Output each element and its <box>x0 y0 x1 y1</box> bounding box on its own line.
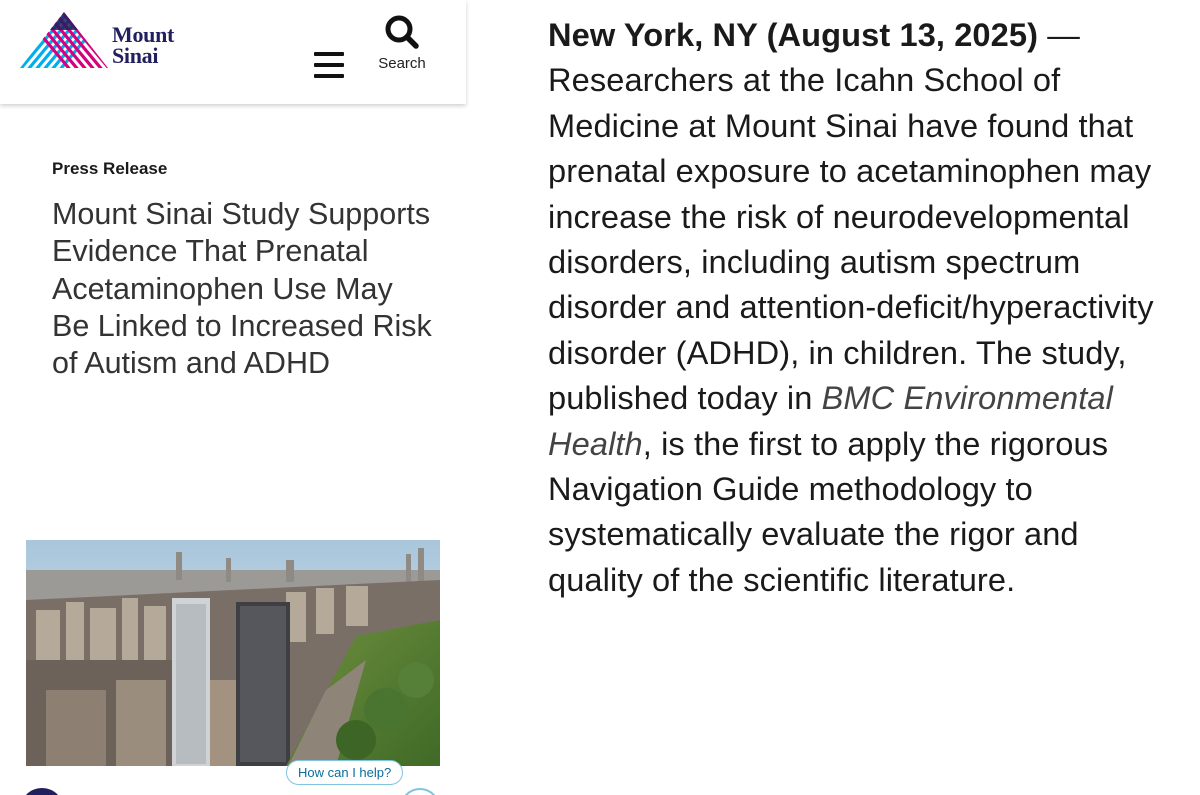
article-headline: Mount Sinai Study Supports Evidence That Prenatal Acetaminophen Use May Be Linked to Increased Risk of Autism and ADHD <box>52 197 432 381</box>
search-button[interactable] <box>372 14 432 76</box>
search-icon <box>384 14 420 50</box>
journal-name: BMC Environmental Health <box>548 379 1113 462</box>
site-header <box>0 0 466 104</box>
mount-sinai-logo[interactable] <box>20 12 200 72</box>
city-skyline-photo <box>26 540 440 766</box>
logo-wordmark <box>112 24 174 66</box>
mobile-page-panel <box>0 0 466 795</box>
chat-help-button[interactable]: How can I help? <box>286 760 403 785</box>
logo-line-sinai: Sinai <box>112 43 159 68</box>
dateline: New York, NY (August 13, 2025) <box>548 16 1039 53</box>
press-release-label: Press Release <box>52 159 168 178</box>
logo-line-mount: Mount <box>112 22 175 47</box>
body-text-part1: Researchers at the Icahn School of Medicine at Mount Sinai have found that prenatal exposure to acetaminophen may increase the risk of neurodevelopmental disorders, including autism spectrum disorder and attention-deficit/hyperactivity disorder (ADHD), in children. The study, published today in <box>548 61 1154 417</box>
dateline-dash: — <box>1038 16 1080 53</box>
menu-button[interactable] <box>312 50 346 80</box>
search-label: Search <box>378 55 426 72</box>
chat-launcher-icon[interactable] <box>400 788 440 795</box>
chat-avatar <box>20 788 64 795</box>
panel-divider <box>466 0 470 795</box>
mount-sinai-logo-mark-icon <box>20 12 110 70</box>
body-text-part2: , is the first to apply the rigorous Navigation Guide methodology to systematically evaluate the rigor and quality of the scientific literature. <box>548 424 1109 598</box>
press-release-body <box>548 12 1168 602</box>
